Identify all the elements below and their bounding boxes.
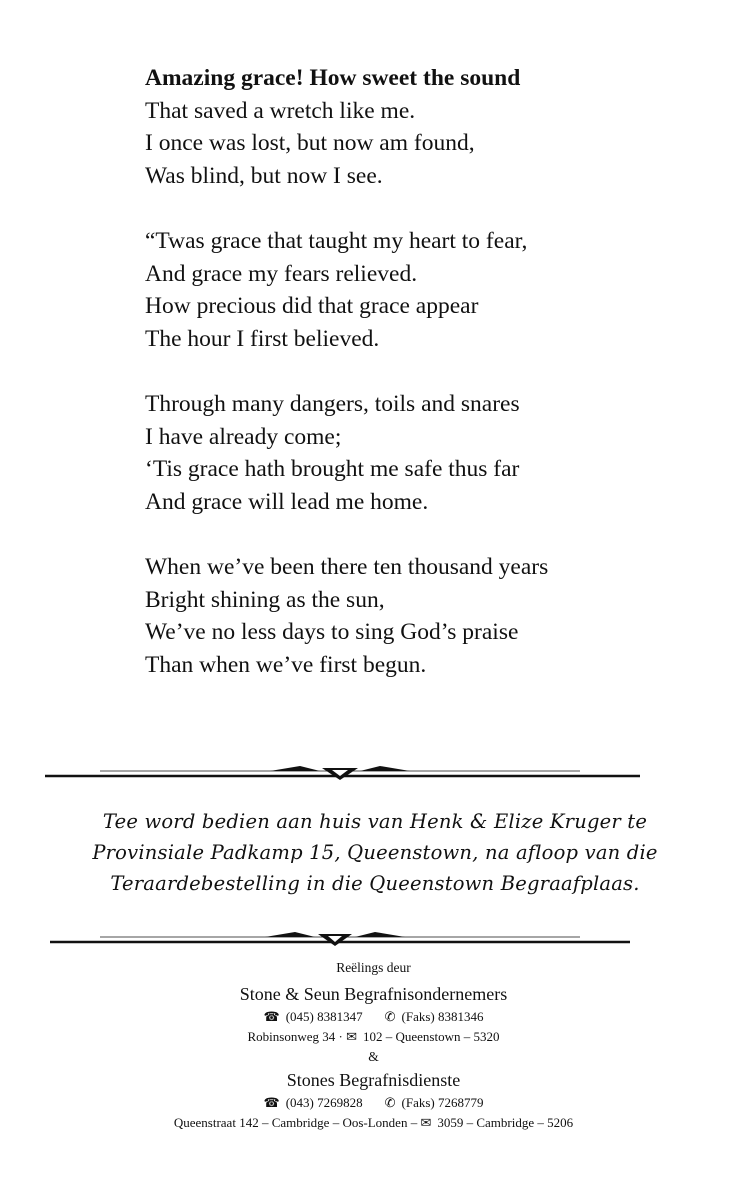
hymn-line: Bright shining as the sun,	[145, 586, 385, 613]
postal-box: 3059 – Cambridge – 5206	[437, 1115, 574, 1130]
hymn-line: Than when we’ve first begun.	[145, 651, 427, 678]
hymn-line: That saved a wretch like me.	[145, 97, 416, 124]
company-name: Stones Begrafnisdienste	[286, 1070, 461, 1090]
phone-icon: ☎	[263, 1009, 280, 1024]
notice-line: Tee word bedien aan huis van Henk & Elize Kruger te	[102, 810, 648, 833]
hymn-line: Through many dangers, toils and snares	[145, 391, 520, 417]
arranged-by-label: Reëlings deur	[336, 960, 411, 975]
mailbox-icon: ✉	[346, 1029, 357, 1044]
fax-number: (Faks) 8381346	[401, 1009, 484, 1024]
company-address: Robinsonweg 34 · ✉ 102 – Queenstown – 5320	[0, 1027, 747, 1047]
hymn-text	[145, 62, 705, 714]
phone-number: (043) 7269828	[285, 1095, 363, 1110]
postal-box: 102 – Queenstown – 5320	[363, 1029, 500, 1044]
phone-number: (045) 8381347	[285, 1009, 363, 1024]
stanza	[145, 551, 705, 681]
hymn-line: Was blind, but now I see.	[145, 162, 383, 189]
ornamental-divider	[0, 764, 747, 784]
hymn-line: We’ve no less days to sing God’s praise	[145, 619, 519, 645]
hymn-line: And grace will lead me home.	[145, 488, 429, 515]
hymn-line: ‘Tis grace hath brought me safe thus far	[145, 456, 520, 482]
mailbox-icon: ✉	[420, 1115, 432, 1130]
hymn-line: I have already come;	[145, 423, 342, 450]
funeral-director-footer	[0, 958, 747, 1133]
company-address	[0, 1113, 747, 1133]
hymn-line: How precious did that grace appear	[145, 293, 479, 319]
stanza	[145, 225, 705, 355]
reception-notice	[30, 806, 720, 899]
company-contact	[0, 1007, 747, 1027]
hymn-line: And grace my fears relieved.	[145, 260, 418, 287]
stanza	[145, 62, 705, 192]
notice-line: Provinsiale Padkamp 15, Queenstown, na afloop van die	[92, 841, 658, 864]
street-address: Robinsonweg 34	[247, 1029, 336, 1044]
notice-line: Teraardebestelling in die Queenstown Begraafplaas.	[110, 872, 640, 895]
hymn-line: The hour I first believed.	[145, 325, 380, 352]
hymn-line: “Twas grace that taught my heart to fear,	[145, 228, 528, 254]
hymn-title-line: Amazing grace! How sweet the sound	[145, 65, 521, 91]
phone-icon: ☎	[263, 1095, 280, 1110]
fax-icon: ✆	[384, 1095, 396, 1110]
company-name: Stone & Seun Begrafnisondernemers	[239, 984, 508, 1004]
company-contact	[0, 1093, 747, 1113]
fax-number: (Faks) 7268779	[401, 1095, 484, 1110]
stanza	[145, 388, 705, 518]
fax-icon: ✆	[384, 1009, 396, 1024]
ampersand: &	[368, 1049, 379, 1064]
ornamental-divider	[0, 930, 747, 950]
hymn-line: When we’ve been there ten thousand years	[145, 554, 549, 580]
hymn-line: I once was lost, but now am found,	[145, 130, 475, 156]
street-address: Queenstraat 142 – Cambridge – Oos-Londen –	[173, 1115, 421, 1130]
